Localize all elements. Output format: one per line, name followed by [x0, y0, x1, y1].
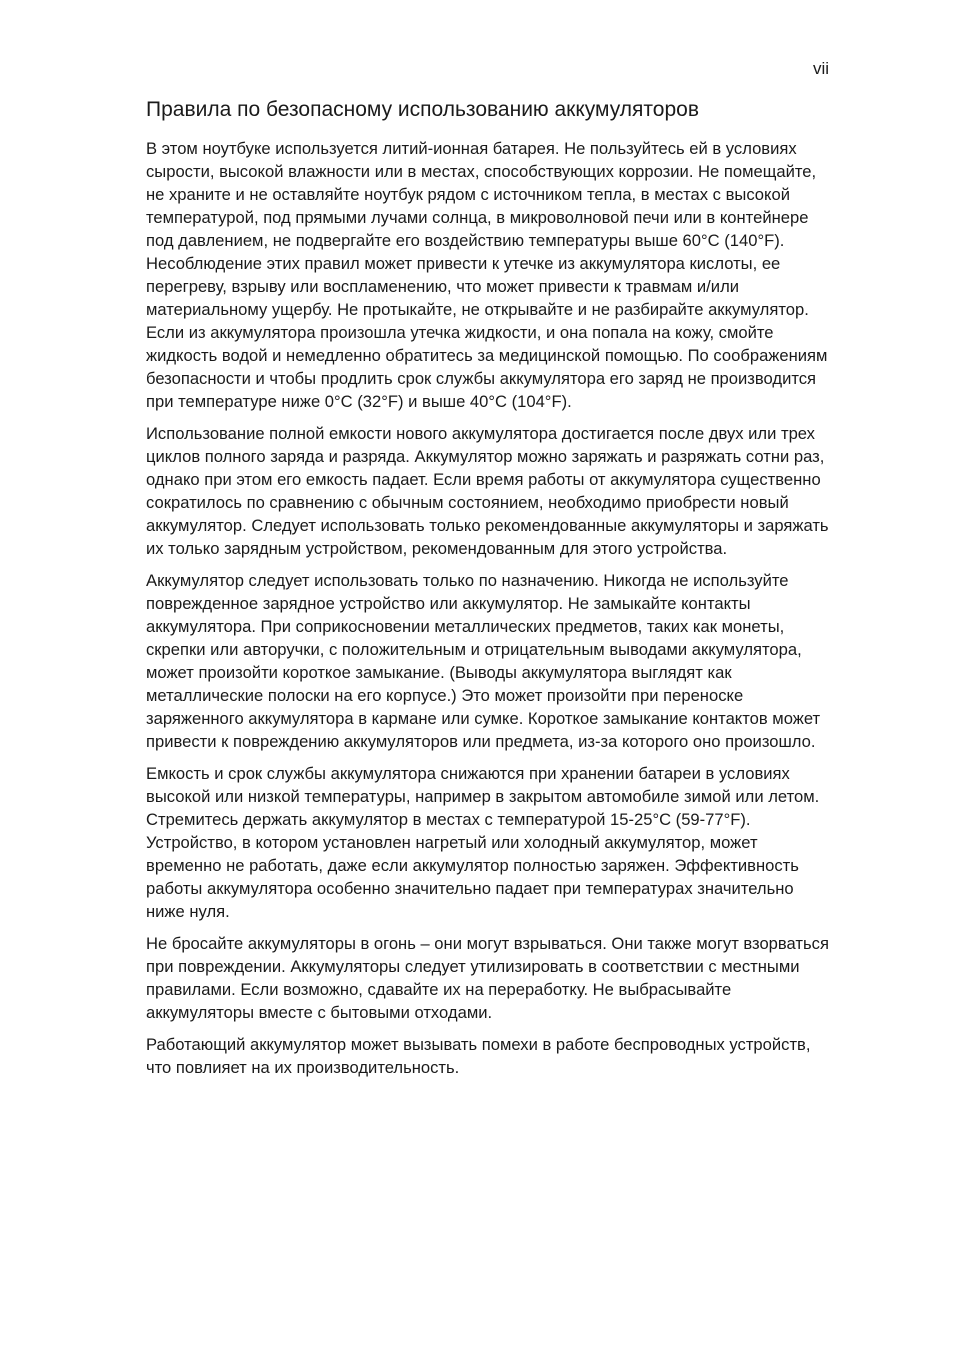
paragraph-battery-safety: В этом ноутбуке используется литий-ионная батарея. Не пользуйтесь ей в условиях сырости, высокой влажности или в местах, способствующих коррозии. Не помещайте, не храните и не оставляйте ноутбук рядом с источником тепла, в местах с высокой температурой, под прямыми лучами солнца, в микроволновой печи или в контейнере под давлением, не подвергайте его воздействию температуры выше 60°C (140°F). Несоблюдение этих правил может привести к утечке из аккумулятора кислоты, ее перегреву, взрыву или воспламенению, что может привести к травмам и/или материальному ущербу. Не протыкайте, не открывайте и не разбирайте аккумулятор. Если из аккумулятора произошла утечка жидкости, и она попала на кожу, смойте жидкость водой и немедленно обратитесь за медицинской помощью. По соображениям безопасности и чтобы продлить срок службы аккумулятора его заряд не производится при температуре ниже 0°C (32°F) и выше 40°C (104°F). — [146, 139, 828, 411]
section-title: Правила по безопасному использованию аккумуляторов — [146, 98, 699, 121]
paragraph-battery-usage: Аккумулятор следует использовать только по назначению. Никогда не используйте поврежденное зарядное устройство или аккумулятор. Не замыкайте контакты аккумулятора. При соприкосновении металлических предметов, таких как монеты, скрепки или авторучки, с положительным и отрицательным выводами аккумулятора, может произойти короткое замыкание. (Выводы аккумулятора выглядят как металлические полоски на его корпусе.) Это может произойти при переноске заряженного аккумулятора в кармане или сумке. Короткое замыкание контактов может привести к повреждению аккумуляторов или предмета, из-за которого оно произошло. — [146, 571, 821, 751]
paragraph-battery-disposal: Не бросайте аккумуляторы в огонь – они могут взрываться. Они также могут взорваться при повреждении. Аккумуляторы следует утилизировать в соответствии с местными правилами. Если возможно, сдавайте их на переработку. Не выбрасывайте аккумуляторы вместе с бытовыми отходами. — [146, 934, 829, 1022]
document-body — [146, 96, 832, 1088]
page-number: vii — [812, 59, 829, 78]
paragraph-battery-capacity: Использование полной емкости нового аккумулятора достигается после двух или трех циклов полного заряда и разряда. Аккумулятор можно заряжать и разряжать сотни раз, однако при этом его емкость падает. Если время работы от аккумулятора существенно сократилось по сравнению с обычным состоянием, необходимо приобрести новый аккумулятор. Следует использовать только рекомендованные аккумуляторы и заряжать их только зарядным устройством, рекомендованным для этого устройства. — [146, 424, 829, 558]
paragraph-battery-temperature: Емкость и срок службы аккумулятора снижаются при хранении батареи в условиях высокой или низкой температуры, например в закрытом автомобиле зимой или летом. Стремитесь держать аккумулятор в местах с температурой 15-25°C (59-77°F). Устройство, в котором установлен нагретый или холодный аккумулятор, может временно не работать, даже если аккумулятор полностью заряжен. Эффективность работы аккумулятора особенно значительно падает при температурах значительно ниже нуля. — [146, 764, 820, 921]
paragraph-battery-interference: Работающий аккумулятор может вызывать помехи в работе беспроводных устройств, что повлияет на их производительность. — [146, 1035, 811, 1077]
